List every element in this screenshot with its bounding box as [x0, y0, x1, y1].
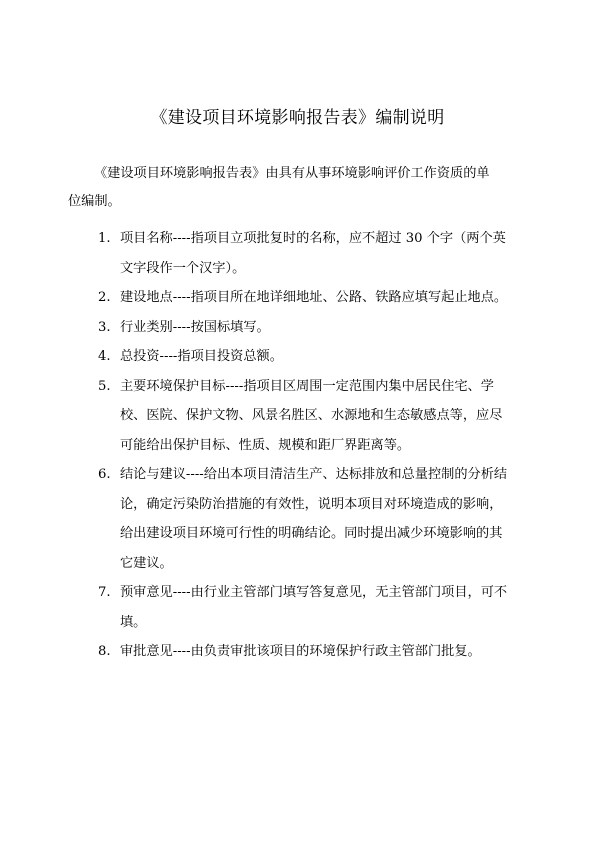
list-item: [0, 283, 595, 313]
item-line: 给出建设项目环境可行性的明确结论。同时提出减少环境影响的其: [120, 526, 503, 541]
item-text: [120, 637, 535, 667]
item-text: [120, 342, 535, 372]
item-line: 行业类别----按国标填写。: [120, 319, 270, 335]
item-line: 总投资----指项目投资总额。: [120, 349, 283, 364]
item-line: 文字段作一个汉字）。: [120, 260, 246, 276]
item-text: [120, 313, 535, 343]
item-number: 7.: [98, 585, 111, 600]
item-number: 5.: [98, 378, 111, 394]
list-item: [0, 342, 595, 372]
instruction-list: [0, 224, 595, 667]
list-item: [0, 224, 595, 283]
item-text: [120, 372, 535, 461]
item-line: 审批意见----由负责审批该项目的环境保护行政主管部门批复。: [120, 644, 481, 659]
item-number: 1.: [98, 231, 111, 246]
item-line: 校、医院、保护文物、风景名胜区、水源地和生态敏感点等，应尽: [120, 408, 503, 423]
list-item: [0, 372, 595, 461]
item-text: [120, 283, 535, 313]
list-item: [0, 313, 595, 343]
item-number: 2.: [98, 290, 111, 305]
item-number: 4.: [98, 349, 111, 364]
list-item: [0, 460, 595, 578]
intro-paragraph: [68, 160, 534, 216]
item-line: 项目名称----指项目立项批复时的名称，应不超过 30 个字（两个英: [120, 231, 506, 246]
item-text: [120, 224, 535, 283]
item-number: 8.: [98, 644, 111, 659]
item-text: [120, 460, 535, 578]
item-line: 主要环境保护目标----指项目区周围一定范围内集中居民住宅、学: [120, 378, 494, 394]
item-number: 6.: [98, 467, 111, 482]
document-title: 《建设项目环境影响报告表》编制说明: [150, 108, 445, 128]
item-line: 填。: [120, 614, 147, 630]
item-number: 3.: [98, 319, 111, 335]
item-line: 可能给出保护目标、性质、规模和距厂界距离等。: [120, 437, 411, 453]
intro-line: 位编制。: [68, 194, 121, 209]
item-line: 论，确定污染防治措施的有效性，说明本项目对环境造成的影响，: [120, 496, 503, 512]
list-item: [0, 578, 595, 637]
item-line: 建设地点----指项目所在地详细地址、公路、铁路应填写起止地点。: [120, 290, 508, 305]
item-line: 结论与建议----给出本项目清洁生产、达标排放和总量控制的分析结: [120, 467, 508, 482]
item-text: [120, 578, 535, 637]
item-line: 它建议。: [120, 555, 173, 571]
list-item: [0, 637, 595, 667]
item-line: 预审意见----由行业主管部门填写答复意见，无主管部门项目，可不: [120, 585, 508, 600]
intro-line: 《建设项目环境影响报告表》由具有从事环境影响评价工作资质的单: [94, 166, 490, 181]
